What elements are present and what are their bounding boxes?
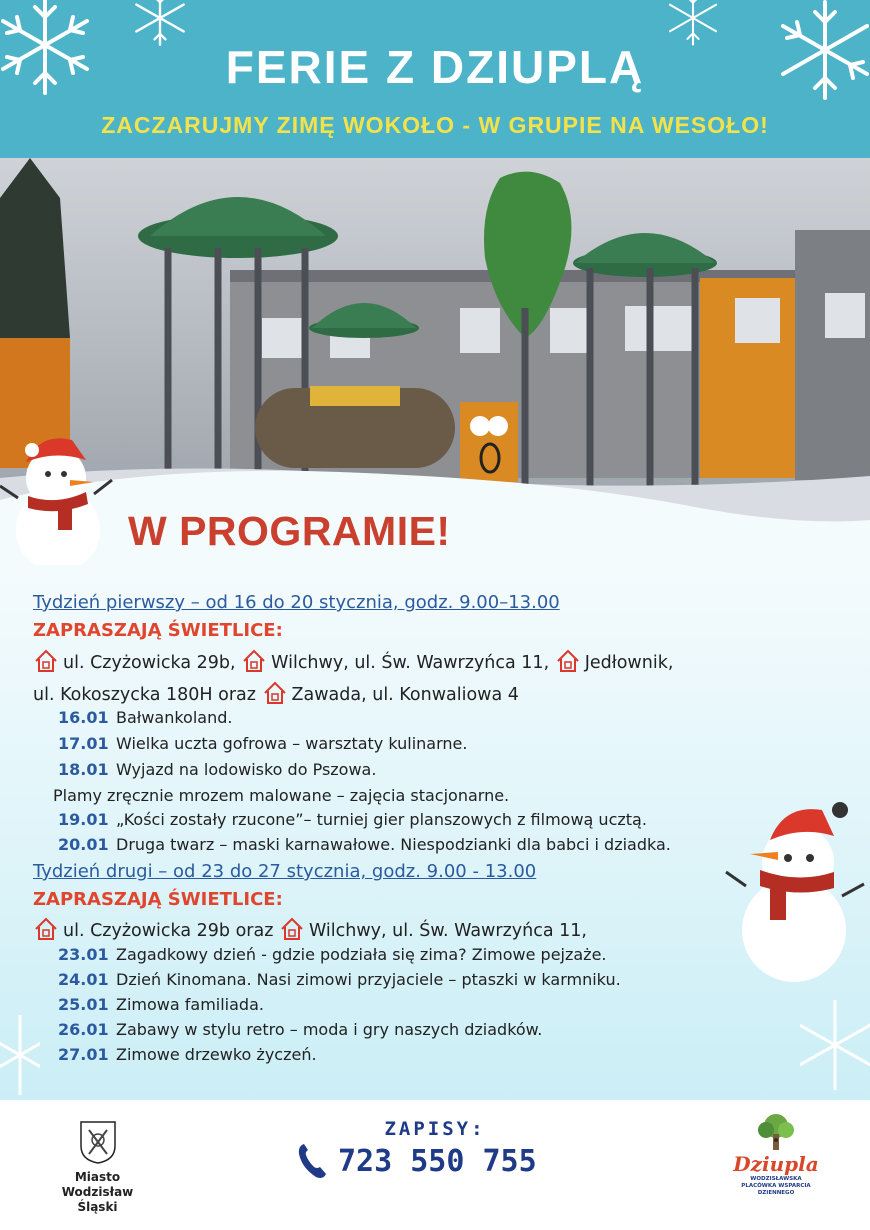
event-text: Zimowa familiada. [116,995,264,1014]
event-row [58,734,467,753]
event-row [58,945,607,964]
event-date: 18.01 [58,760,109,779]
week2-invite: ZAPRASZAJĄ ŚWIETLICE: [33,889,283,910]
week1-locations-line2 [33,680,519,706]
event-text: „Kości zostały rzucone”– turniej gier planszowych z filmową ucztą. [116,810,647,829]
event-row [58,995,264,1014]
event-row [58,970,621,989]
event-date: 17.01 [58,734,109,753]
dziupla-name: Dziupla [733,1152,819,1176]
event-date: 25.01 [58,995,109,1014]
tree-icon [754,1112,798,1152]
week1-invite: ZAPRASZAJĄ ŚWIETLICE: [33,620,283,641]
page-subtitle: ZACZARUJMY ZIMĘ WOKOŁO - W GRUPIE NA WESOŁO! [101,112,769,138]
house-icon [241,648,267,674]
dziupla-logo [726,1112,826,1197]
house-icon [33,916,59,942]
location-text: ul. Czyżowicka 29b, [63,653,236,673]
week2-link[interactable]: Tydzień drugi – od 23 do 27 stycznia, godz. 9.00 - 13.00 [33,861,537,882]
city-name-line2: Wodzisław Śląski [61,1185,134,1214]
dziupla-sub1: WODZISŁAWSKA [750,1176,802,1182]
snowflake-icon [0,1010,40,1100]
event-row [53,786,509,805]
event-date: 24.01 [58,970,109,989]
location-text: Jedłownik, [584,653,674,673]
event-text: Dzień Kinomana. Nasi zimowi przyjaciele – ptaszki w karmniku. [116,970,621,989]
event-row [58,810,647,829]
phone-number-text: 723 550 755 [338,1143,537,1179]
event-text: Bałwankoland. [116,708,233,727]
phone-icon [296,1142,328,1180]
event-date: 16.01 [58,708,109,727]
event-date: 26.01 [58,1020,109,1039]
location-text: Wilchwy, ul. Św. Wawrzyńca 11, [308,921,587,941]
event-text: Zagadkowy dzień - gdzie podziała się zima? Zimowe pejzaże. [116,945,607,964]
location-text: ul. Czyżowicka 29b oraz [63,921,274,941]
event-date: 19.01 [58,810,109,829]
event-text: Wyjazd na lodowisko do Pszowa. [116,760,377,779]
location-text: ul. Kokoszycka 180H oraz [33,685,256,705]
event-text: Zimowe drzewko życzeń. [116,1045,317,1064]
event-date: 27.01 [58,1045,109,1064]
event-row [58,708,232,727]
location-text: Zawada, ul. Konwaliowa 4 [291,685,519,705]
event-date: 23.01 [58,945,109,964]
page-title: FERIE Z DZIUPLĄ [225,41,645,93]
house-icon [279,916,305,942]
location-text: Wilchwy, ul. Św. Wawrzyńca 11, [271,653,550,673]
event-text: Wielka uczta gofrowa – warsztaty kulinarne. [116,734,468,753]
event-text: Plamy zręcznie mrozem malowane – zajęcia stacjonarne. [53,786,510,805]
program-heading: W PROGRAMIE! [128,508,451,554]
event-row [58,760,376,779]
city-name-line1: Miasto [74,1170,121,1184]
week2-locations-line1 [33,916,587,942]
house-icon [262,680,288,706]
event-row [58,835,671,854]
snowman-left-icon [0,420,120,565]
phone-number[interactable] [296,1142,537,1180]
signup-label: ZAPISY: [384,1118,486,1140]
dziupla-sub2: PLACÓWKA WSPARCIA DZIENNEGO [741,1183,811,1196]
event-text: Druga twarz – maski karnawałowe. Niespodzianki dla babci i dziadka. [116,835,671,854]
snowflake-icon [800,990,870,1100]
week1-locations-line1 [33,648,673,674]
snowman-right-icon [722,800,870,985]
event-row [58,1020,542,1039]
house-icon [555,648,581,674]
event-text: Zabawy w stylu retro – moda i gry naszych dziadków. [116,1020,543,1039]
event-date: 20.01 [58,835,109,854]
house-icon [33,648,59,674]
week1-link[interactable]: Tydzień pierwszy – od 16 do 20 stycznia, godz. 9.00–13.00 [33,592,560,613]
event-row [58,1045,317,1064]
